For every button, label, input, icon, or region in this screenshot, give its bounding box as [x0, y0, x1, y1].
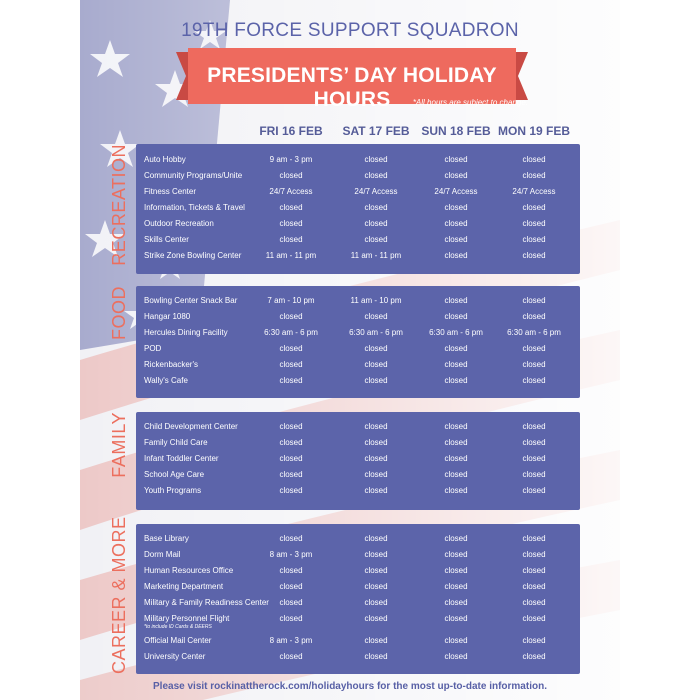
- hours-cell: closed: [522, 598, 546, 607]
- hours-cell: closed: [444, 582, 468, 591]
- hours-cell: closed: [364, 454, 388, 463]
- hours-cell: closed: [444, 438, 468, 447]
- table-row: [136, 596, 580, 612]
- day-header-sat: SAT 17 FEB: [342, 124, 410, 138]
- facility-name: Strike Zone Bowling Center: [144, 251, 242, 260]
- table-row: [136, 358, 580, 374]
- hours-cell: closed: [522, 470, 546, 479]
- category-label-family: FAMILY: [109, 412, 129, 478]
- table-row: [136, 634, 580, 650]
- facility-name: Youth Programs: [144, 486, 202, 495]
- hours-cell: closed: [279, 203, 303, 212]
- hours-cell: closed: [522, 219, 546, 228]
- facility-name: Outdoor Recreation: [144, 219, 214, 228]
- table-row: [136, 185, 580, 201]
- table-row: [136, 342, 580, 358]
- hours-cell: 6:30 am - 6 pm: [429, 328, 483, 337]
- hours-cell: closed: [279, 219, 303, 228]
- hours-cell: closed: [279, 566, 303, 575]
- hours-cell: closed: [279, 534, 303, 543]
- section-panel-food: [136, 286, 580, 398]
- hours-cell: closed: [279, 486, 303, 495]
- table-row: [136, 310, 580, 326]
- hours-cell: closed: [444, 155, 468, 164]
- hours-cell: closed: [444, 566, 468, 575]
- hours-cell: closed: [279, 344, 303, 353]
- hours-cell: closed: [364, 470, 388, 479]
- facility-name: Human Resources Office: [144, 566, 234, 575]
- facility-name: Infant Toddler Center: [144, 454, 219, 463]
- table-row: [136, 580, 580, 596]
- hours-cell: 9 am - 3 pm: [269, 155, 313, 164]
- hours-cell: 11 am - 10 pm: [350, 296, 402, 305]
- hours-cell: closed: [364, 203, 388, 212]
- facility-name: Information, Tickets & Travel: [144, 203, 245, 212]
- hours-cell: closed: [522, 636, 546, 645]
- hours-cell: closed: [522, 550, 546, 559]
- hours-cell: closed: [364, 614, 388, 623]
- hours-cell: closed: [364, 422, 388, 431]
- table-row: [136, 249, 580, 265]
- hours-cell: 6:30 am - 6 pm: [507, 328, 561, 337]
- hours-cell: closed: [364, 376, 388, 385]
- category-label-recreation: RECREATION: [109, 144, 129, 266]
- holiday-hours-poster: [80, 0, 620, 700]
- hours-cell: closed: [279, 454, 303, 463]
- hours-cell: closed: [522, 360, 546, 369]
- day-header-row: [80, 124, 620, 140]
- facility-name: School Age Care: [144, 470, 205, 479]
- hours-cell: 8 am - 3 pm: [269, 636, 313, 645]
- facility-name: Military & Family Readiness Center: [144, 598, 269, 607]
- hours-cell: closed: [522, 582, 546, 591]
- section-panel-career-and-more: [136, 524, 580, 674]
- hours-cell: 6:30 am - 6 pm: [264, 328, 318, 337]
- facility-name: University Center: [144, 652, 206, 661]
- facility-name: Hangar 1080: [144, 312, 191, 321]
- day-header-fri: FRI 16 FEB: [259, 124, 323, 138]
- hours-cell: 24/7 Access: [269, 187, 313, 196]
- hours-cell: closed: [444, 251, 468, 260]
- table-row: [136, 374, 580, 390]
- hours-cell: closed: [279, 652, 303, 661]
- facility-name: Dorm Mail: [144, 550, 181, 559]
- hours-cell: closed: [522, 454, 546, 463]
- hours-cell: closed: [444, 470, 468, 479]
- hours-cell: closed: [364, 652, 388, 661]
- facility-name: Wally's Cafe: [144, 376, 188, 385]
- table-row: [136, 201, 580, 217]
- hours-cell: closed: [522, 422, 546, 431]
- hours-cell: closed: [444, 598, 468, 607]
- hours-cell: closed: [444, 550, 468, 559]
- hours-cell: closed: [522, 155, 546, 164]
- table-row: [136, 468, 580, 484]
- facility-name: Family Child Care: [144, 438, 208, 447]
- table-row: [136, 294, 580, 310]
- facility-name: Military Personnel Flight: [144, 614, 230, 623]
- section-panel-recreation: [136, 144, 580, 274]
- hours-cell: closed: [444, 486, 468, 495]
- hours-cell: closed: [522, 438, 546, 447]
- hours-cell: closed: [522, 486, 546, 495]
- hours-cell: closed: [522, 652, 546, 661]
- facility-name: Hercules Dining Facility: [144, 328, 228, 337]
- facility-name: Child Development Center: [144, 422, 238, 431]
- hours-cell: 6:30 am - 6 pm: [349, 328, 403, 337]
- hours-cell: closed: [364, 566, 388, 575]
- hours-cell: closed: [444, 312, 468, 321]
- table-row: [136, 564, 580, 580]
- hours-cell: closed: [444, 534, 468, 543]
- hours-cell: closed: [364, 360, 388, 369]
- table-row: [136, 484, 580, 500]
- day-header-sun: SUN 18 FEB: [421, 124, 491, 138]
- hours-cell: 7 am - 10 pm: [267, 296, 315, 305]
- hours-cell: closed: [279, 582, 303, 591]
- hours-cell: closed: [522, 251, 546, 260]
- table-row: [136, 612, 580, 628]
- hours-cell: 24/7 Access: [354, 187, 398, 196]
- hours-cell: closed: [444, 360, 468, 369]
- organization-name: 19TH FORCE SUPPORT SQUADRON: [181, 20, 519, 41]
- hours-cell: closed: [522, 296, 546, 305]
- hours-cell: closed: [279, 614, 303, 623]
- hours-cell: closed: [444, 454, 468, 463]
- hours-cell: closed: [522, 235, 546, 244]
- hours-cell: 8 am - 3 pm: [269, 550, 313, 559]
- hours-cell: closed: [364, 155, 388, 164]
- table-row: [136, 650, 580, 666]
- hours-cell: closed: [522, 171, 546, 180]
- hours-cell: closed: [444, 235, 468, 244]
- hours-cell: closed: [444, 219, 468, 228]
- hours-cell: closed: [364, 636, 388, 645]
- hours-cell: closed: [444, 652, 468, 661]
- hours-cell: closed: [522, 203, 546, 212]
- table-row: [136, 326, 580, 342]
- facility-name: Auto Hobby: [144, 155, 186, 164]
- hours-cell: closed: [364, 438, 388, 447]
- hours-cell: closed: [522, 312, 546, 321]
- facility-name: Base Library: [144, 534, 189, 543]
- hours-cell: closed: [364, 344, 388, 353]
- facility-name: Bowling Center Snack Bar: [144, 296, 238, 305]
- hours-cell: 24/7 Access: [512, 187, 556, 196]
- facility-name: Community Programs/Unite: [144, 171, 243, 180]
- hours-cell: closed: [364, 312, 388, 321]
- table-row: [136, 169, 580, 185]
- hours-cell: closed: [364, 534, 388, 543]
- hours-cell: closed: [364, 171, 388, 180]
- hours-cell: closed: [444, 614, 468, 623]
- hours-cell: 24/7 Access: [434, 187, 478, 196]
- hours-cell: closed: [444, 344, 468, 353]
- section-panel-family: [136, 412, 580, 510]
- table-row: [136, 217, 580, 233]
- hours-cell: closed: [522, 566, 546, 575]
- hours-cell: closed: [444, 296, 468, 305]
- footer-note: Please visit rockinattherock.com/holidayhours for the most up-to-date information.: [153, 681, 547, 692]
- table-row: [136, 532, 580, 548]
- hours-cell: closed: [364, 550, 388, 559]
- hours-cell: closed: [364, 486, 388, 495]
- hours-cell: closed: [364, 219, 388, 228]
- hours-cell: closed: [444, 376, 468, 385]
- facility-name: Marketing Department: [144, 582, 224, 591]
- subject-to-change-note: *All hours are subject to change.: [412, 98, 528, 107]
- table-row: [136, 452, 580, 468]
- category-label-food: FOOD: [109, 286, 129, 340]
- hours-cell: closed: [279, 171, 303, 180]
- facility-name: Official Mail Center: [144, 636, 212, 645]
- hours-cell: closed: [364, 598, 388, 607]
- hours-cell: closed: [444, 203, 468, 212]
- hours-cell: closed: [279, 360, 303, 369]
- hours-cell: closed: [522, 376, 546, 385]
- facility-name: Rickenbacker's: [144, 360, 198, 369]
- hours-cell: closed: [444, 422, 468, 431]
- facility-note: *to include ID Cards & DEERS: [144, 624, 212, 630]
- hours-cell: closed: [279, 598, 303, 607]
- hours-cell: closed: [364, 235, 388, 244]
- table-row: [136, 233, 580, 249]
- hours-cell: closed: [279, 438, 303, 447]
- hours-cell: closed: [279, 422, 303, 431]
- hours-cell: 11 am - 11 pm: [350, 251, 402, 260]
- facility-name: Skills Center: [144, 235, 189, 244]
- hours-cell: closed: [279, 376, 303, 385]
- hours-cell: 11 am - 11 pm: [265, 251, 317, 260]
- table-row: [136, 153, 580, 169]
- hours-cell: closed: [522, 344, 546, 353]
- day-header-mon: MON 19 FEB: [497, 124, 570, 138]
- table-row: [136, 548, 580, 564]
- hours-cell: closed: [444, 636, 468, 645]
- category-label-career-and-more: CAREER & MORE: [109, 516, 129, 674]
- hours-cell: closed: [444, 171, 468, 180]
- hours-cell: closed: [522, 534, 546, 543]
- table-row: [136, 420, 580, 436]
- hours-cell: closed: [279, 470, 303, 479]
- page-title: PRESIDENTS’ DAY HOLIDAY HOURS: [207, 64, 497, 111]
- hours-cell: closed: [279, 312, 303, 321]
- table-row: [136, 436, 580, 452]
- hours-cell: closed: [364, 582, 388, 591]
- facility-name: Fitness Center: [144, 187, 197, 196]
- facility-name: POD: [144, 344, 162, 353]
- hours-cell: closed: [522, 614, 546, 623]
- hours-cell: closed: [279, 235, 303, 244]
